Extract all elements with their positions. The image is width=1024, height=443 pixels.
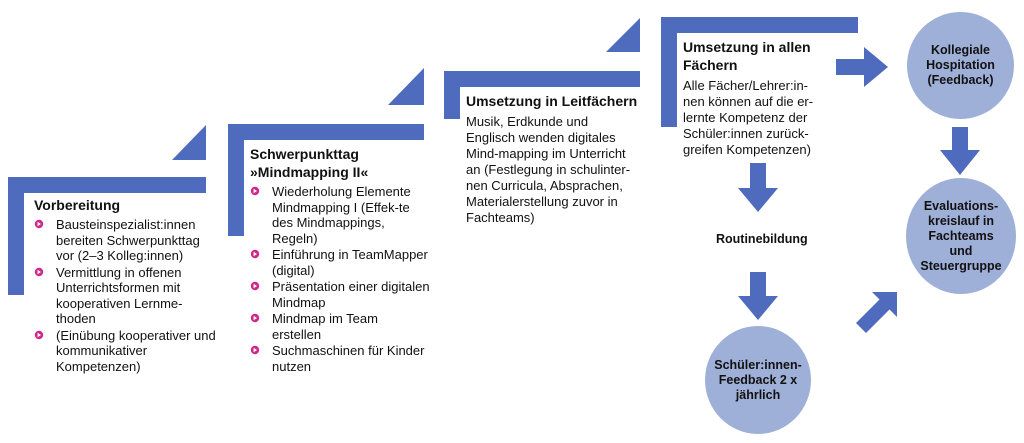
bullet-list xyxy=(34,217,219,374)
bullet-icon xyxy=(34,330,44,340)
list-item: Einführung in TeamMapper (digital) xyxy=(250,247,430,278)
bullet-icon xyxy=(250,186,260,196)
step-leitfaecher xyxy=(466,92,656,226)
step-alle-faecher xyxy=(683,38,833,158)
circle-hospitation: Kollegiale Hospitation (Feedback) xyxy=(907,12,1014,119)
list-item: Präsentation einer digitalen Mindmap xyxy=(250,279,430,310)
bullet-icon xyxy=(250,313,260,323)
bullet-icon xyxy=(250,345,260,355)
bullet-icon xyxy=(250,281,260,291)
step-body: Alle Fächer/Lehrer:in-nen können auf die er-lernte Kompetenz der Schüler:innen zurück-greifen Kompetenzen) xyxy=(683,78,814,157)
circle-evaluation: Evaluations-kreislauf in Fachteams und Steuergruppe xyxy=(906,178,1016,294)
routine-label: Routinebildung xyxy=(716,232,808,246)
step-title: Vorbereitung xyxy=(34,197,121,213)
bullet-icon xyxy=(34,219,44,229)
list-item: (Einübung kooperativer und kommunikativer Kompetenzen) xyxy=(34,328,219,375)
step-vorbereitung xyxy=(34,196,219,375)
arrow-down-to-routine xyxy=(738,163,778,212)
bullet-list xyxy=(250,184,430,374)
list-item: Bausteinspezialist:innen bereiten Schwerpunkttag vor (2–3 Kolleg:innen) xyxy=(34,217,219,264)
step-title: Umsetzung in Leitfächern xyxy=(466,93,638,109)
list-item: Mindmap im Team erstellen xyxy=(250,311,430,342)
circle-feedback: Schüler:innen-Feedback 2 x jährlich xyxy=(705,326,811,434)
step-title: Umsetzung in allen Fächern xyxy=(683,39,811,73)
arrow-right-to-hospitation xyxy=(836,47,888,87)
bullet-icon xyxy=(250,249,260,259)
step-body: Musik, Erdkunde und Englisch wenden digitales Mind-mapping im Unterricht an (Festlegung in schulinter-nen Curricula, Absprachen, Materialerstellung zuvor in Fachteams) xyxy=(466,114,631,225)
bullet-icon xyxy=(34,267,44,277)
list-item: Vermittlung in offenen Unterrichtsformen mit kooperativen Lernme-thoden xyxy=(34,265,219,327)
arrow-down-to-feedback xyxy=(738,272,778,320)
arrow-diagonal-to-evaluation xyxy=(856,292,897,333)
list-item: Wiederholung Elemente Mindmapping I (Effek-te des Mindmappings, Regeln) xyxy=(250,184,430,246)
step-schwerpunkttag xyxy=(250,145,430,375)
list-item: Suchmaschinen für Kinder nutzen xyxy=(250,343,430,374)
step-title: Schwerpunkttag »Mindmapping II« xyxy=(250,146,369,180)
arrow-down-to-evaluation xyxy=(940,127,980,175)
